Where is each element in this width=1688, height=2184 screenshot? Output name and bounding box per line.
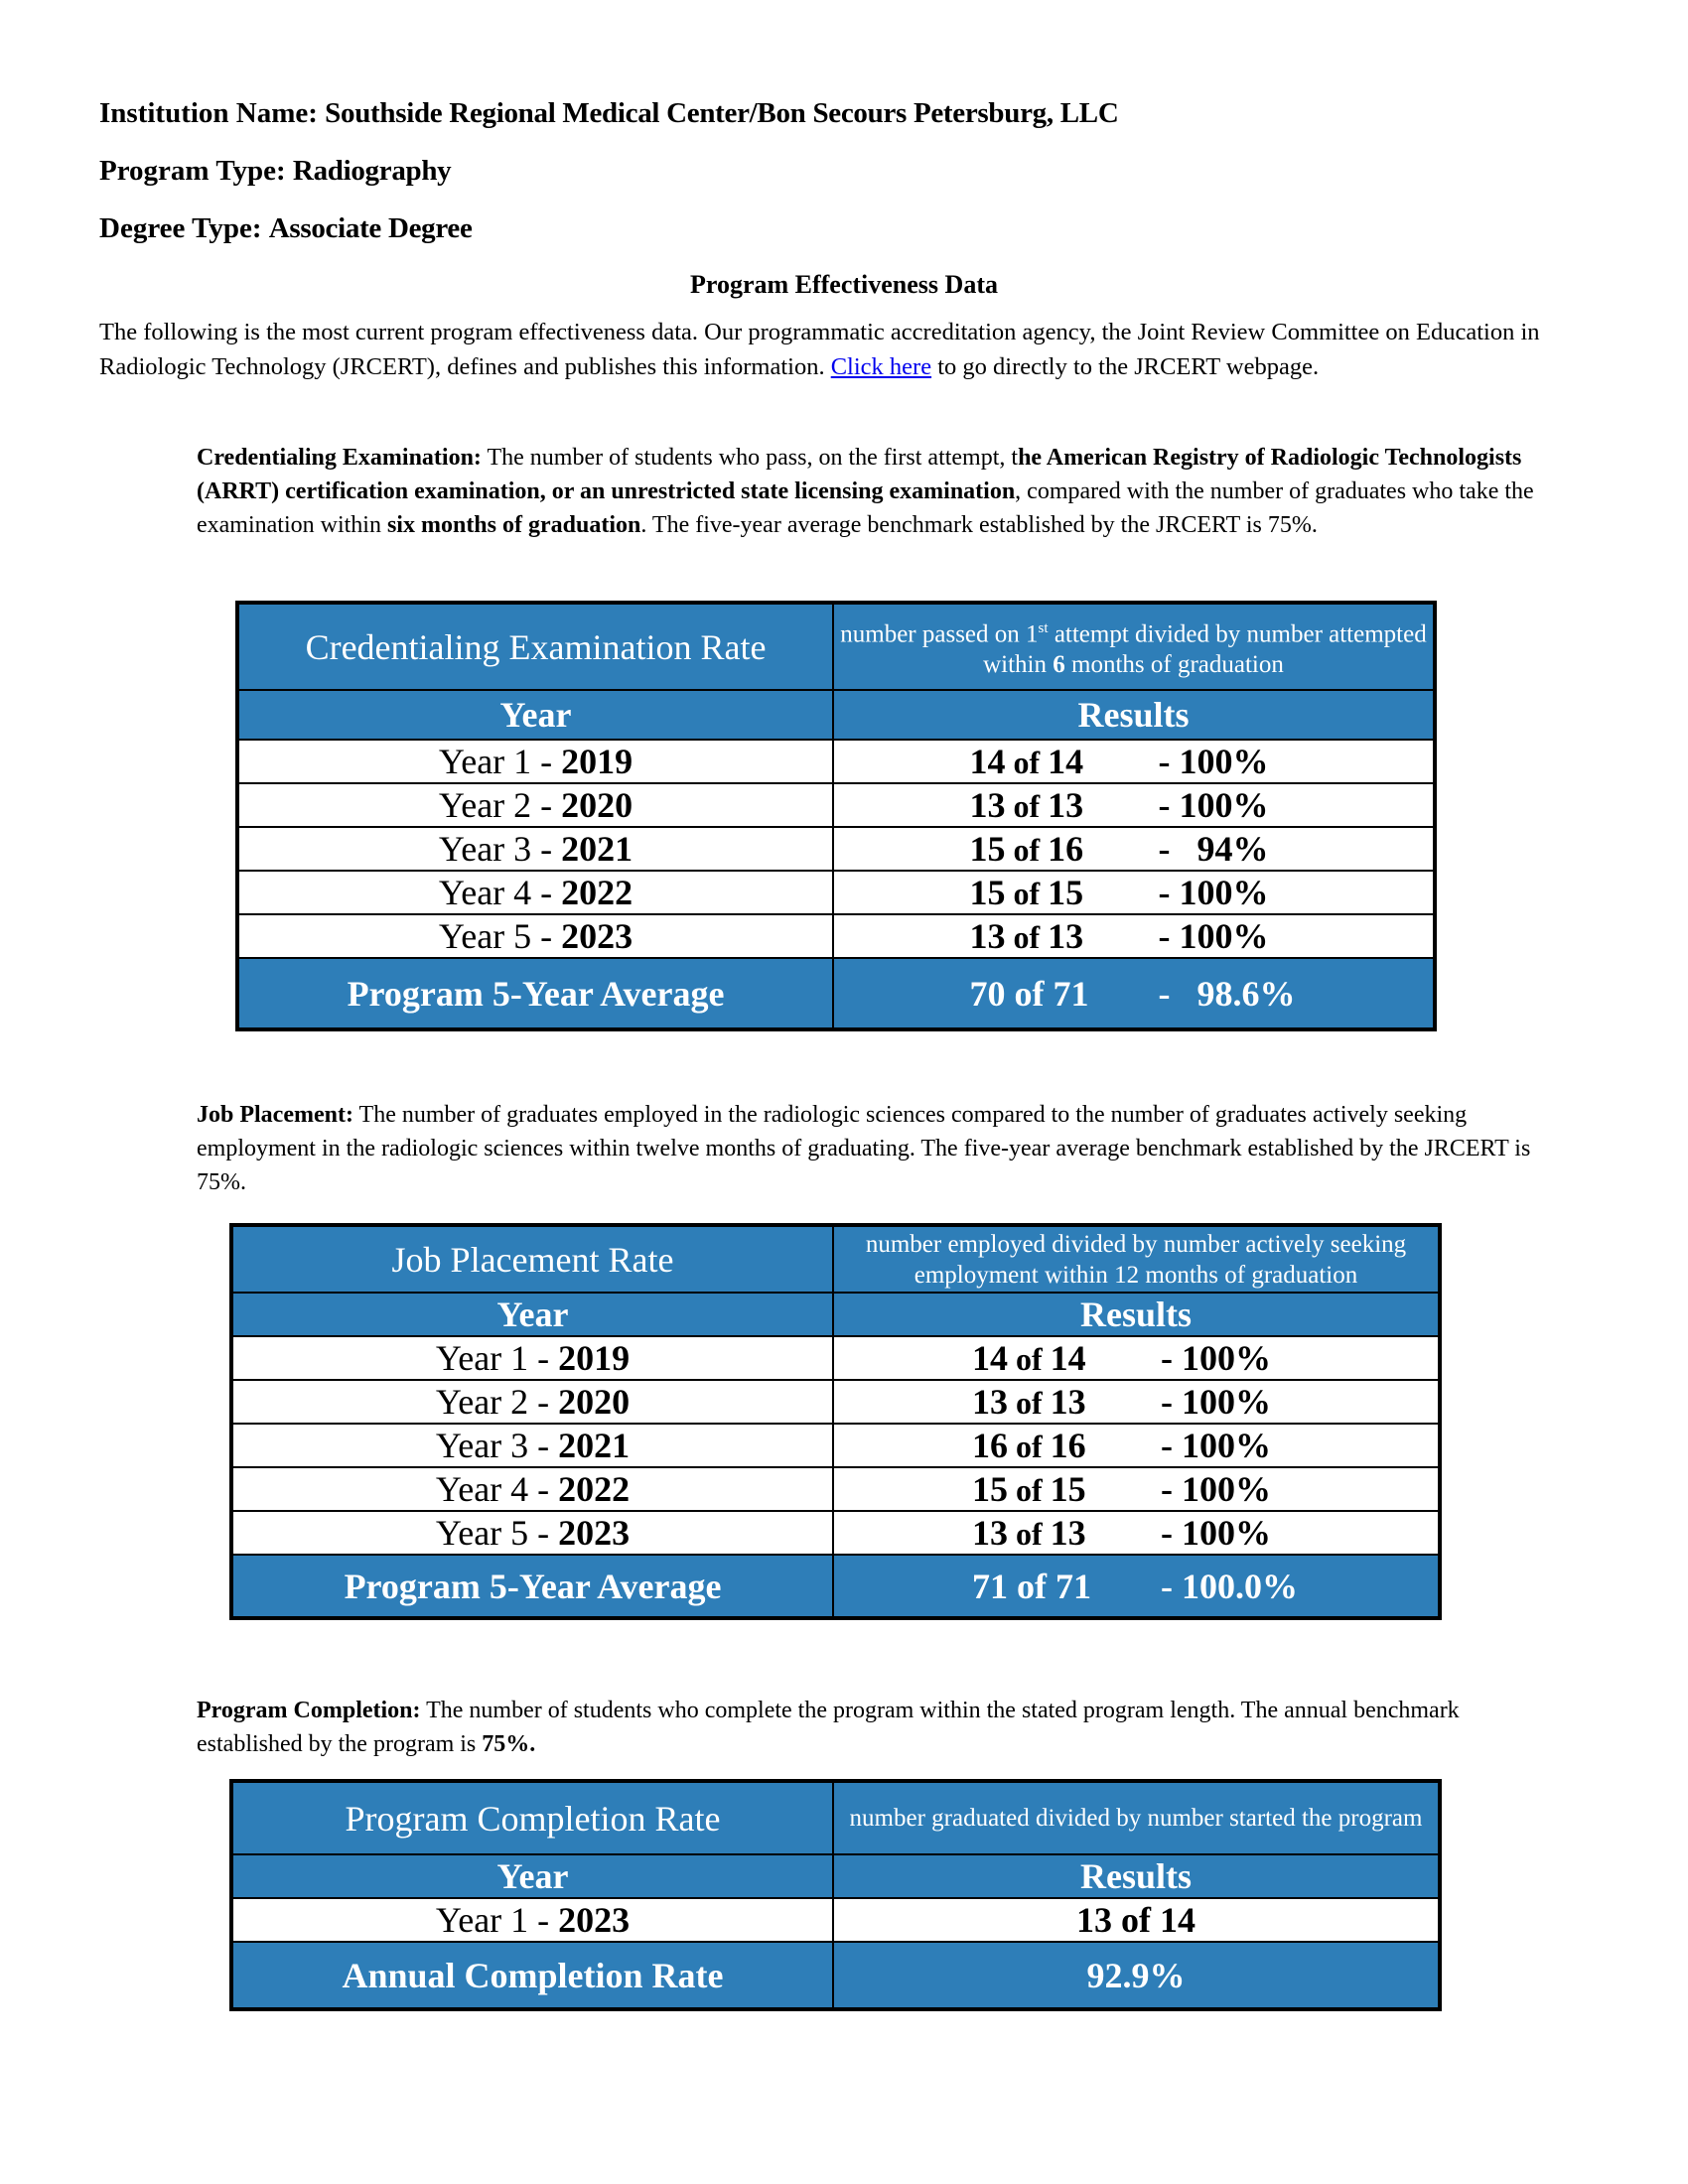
- passed-count: 15: [972, 1469, 1008, 1509]
- percent-value: - 100%: [1161, 1382, 1271, 1422]
- result-cell: [833, 871, 1435, 914]
- passed-count: 13: [969, 916, 1006, 956]
- column-header-results: Results: [833, 690, 1435, 740]
- program-completion-description: [197, 1694, 1567, 1761]
- year-value: 2021: [558, 1426, 631, 1465]
- of-word: of: [1005, 919, 1049, 955]
- table-name: Job Placement Rate: [231, 1225, 833, 1293]
- result-cell: [833, 740, 1435, 783]
- total-count: 16: [1048, 829, 1084, 869]
- year-cell: [231, 1467, 833, 1511]
- jrcert-link[interactable]: Click here: [830, 352, 932, 380]
- result-cell: 13 of 14: [833, 1898, 1440, 1942]
- institution-name-label: Institution Name:: [99, 97, 318, 129]
- result-cell: [833, 827, 1435, 871]
- of-word: of: [1005, 832, 1049, 868]
- average-result: 70 of 71 - 98.6%: [833, 958, 1435, 1029]
- year-cell: [237, 827, 833, 871]
- percent-value: - 100%: [1158, 916, 1269, 956]
- average-result: 71 of 71 - 100.0%: [833, 1555, 1440, 1618]
- average-result: 92.9%: [833, 1942, 1440, 2009]
- result-cell: [833, 783, 1435, 827]
- average-label: Annual Completion Rate: [231, 1942, 833, 2009]
- program-type-line: [99, 155, 451, 188]
- of-word: of: [1008, 1516, 1051, 1552]
- program-type-label: Program Type:: [99, 155, 286, 187]
- program-completion-label: Program Completion:: [197, 1698, 421, 1723]
- table-row: [231, 1467, 1440, 1511]
- passed-count: 14: [969, 742, 1006, 781]
- year-cell: [237, 871, 833, 914]
- year-cell: [231, 1380, 833, 1424]
- table-row: [237, 740, 1435, 783]
- of-word: of: [1005, 745, 1049, 780]
- credentialing-text: , compared with the number of graduates who take the examination within: [197, 478, 1534, 538]
- percent-value: - 100%: [1161, 1513, 1271, 1553]
- year-value: 2019: [561, 742, 633, 781]
- year-cell: [231, 1336, 833, 1380]
- table-description: number employed divided by number actively seeking employment within 12 months of graduation: [833, 1225, 1440, 1293]
- average-row: [231, 1942, 1440, 2009]
- institution-name-line: [99, 97, 1118, 130]
- passed-count: 13: [972, 1382, 1008, 1422]
- table-title-row: [237, 603, 1435, 690]
- result-cell: [833, 1424, 1440, 1467]
- percent-value: - 100%: [1158, 742, 1269, 781]
- year-label: Year 5 -: [438, 916, 562, 956]
- program-completion-text: The number of students who complete the program within the stated program length. The annual benchmark established by the program is: [197, 1698, 1460, 1757]
- passed-count: 14: [972, 1338, 1008, 1378]
- year-label: Year 4 -: [438, 873, 562, 912]
- credentialing-text: The number of students who pass, on the first attempt, t: [481, 445, 1019, 471]
- passed-count: 13: [969, 785, 1006, 825]
- column-header-row: [237, 690, 1435, 740]
- program-type-value: Radiography: [292, 155, 452, 187]
- job-placement-table: [229, 1223, 1442, 1620]
- total-count: 15: [1050, 1469, 1086, 1509]
- year-cell: [237, 783, 833, 827]
- year-label: Year 4 -: [435, 1469, 559, 1509]
- percent-value: - 100%: [1158, 873, 1269, 912]
- year-label: Year 1 -: [438, 742, 562, 781]
- column-header-row: [231, 1854, 1440, 1898]
- year-label: Year 3 -: [435, 1426, 559, 1465]
- total-count: 16: [1050, 1426, 1086, 1465]
- year-cell: [237, 914, 833, 958]
- table-row: [237, 783, 1435, 827]
- year-label: Year 5 -: [435, 1513, 559, 1553]
- program-completion-table: [229, 1779, 1442, 2011]
- table-row: [237, 914, 1435, 958]
- column-header-year: Year: [231, 1293, 833, 1336]
- result-cell: [833, 1380, 1440, 1424]
- passed-count: 15: [969, 829, 1006, 869]
- average-label: Program 5-Year Average: [231, 1555, 833, 1618]
- passed-count: 16: [972, 1426, 1008, 1465]
- year-label: Year 2 -: [435, 1382, 559, 1422]
- year-cell: [231, 1424, 833, 1467]
- table-name: Credentialing Examination Rate: [237, 603, 833, 690]
- table-title-row: [231, 1225, 1440, 1293]
- institution-name-value: Southside Regional Medical Center/Bon Secours Petersburg, LLC: [325, 97, 1119, 129]
- year-value: 2022: [558, 1469, 631, 1509]
- table-title-row: [231, 1781, 1440, 1854]
- year-label: Year 2 -: [438, 785, 562, 825]
- degree-type-value: Associate Degree: [268, 212, 473, 244]
- year-value: 2022: [561, 873, 633, 912]
- page-title: Program Effectiveness Data: [690, 270, 998, 299]
- table-row: [231, 1380, 1440, 1424]
- of-word: of: [1008, 1472, 1051, 1508]
- table-row: [231, 1336, 1440, 1380]
- table-description: number passed on 1st attempt divided by number attempted within 6 months of graduation: [833, 603, 1435, 690]
- total-count: 13: [1050, 1382, 1086, 1422]
- intro-paragraph: [99, 316, 1579, 384]
- intro-text-after: to go directly to the JRCERT webpage.: [931, 352, 1320, 380]
- year-value: 2021: [561, 829, 633, 869]
- table-description: number graduated divided by number started the program: [833, 1781, 1440, 1854]
- of-word: of: [1005, 788, 1049, 824]
- percent-value: - 94%: [1158, 829, 1269, 869]
- job-placement-text: The number of graduates employed in the radiologic sciences compared to the number of graduates actively seeking employment in the radiologic sciences within twelve months of graduating. The five-year average benchmark established by the JRCERT is 75%.: [197, 1102, 1531, 1195]
- year-value: 2019: [558, 1338, 631, 1378]
- total-count: 15: [1048, 873, 1084, 912]
- credentialing-text: . The five-year average benchmark established by the JRCERT is 75%.: [640, 512, 1318, 538]
- column-header-year: Year: [231, 1854, 833, 1898]
- average-label: Program 5-Year Average: [237, 958, 833, 1029]
- passed-count: 13: [972, 1513, 1008, 1553]
- degree-type-line: [99, 212, 473, 245]
- degree-type-label: Degree Type:: [99, 212, 262, 244]
- year-label: Year 3 -: [438, 829, 562, 869]
- table-row: [231, 1511, 1440, 1555]
- of-word: of: [1008, 1429, 1051, 1464]
- percent-value: - 100%: [1161, 1338, 1271, 1378]
- percent-value: - 100%: [1161, 1469, 1271, 1509]
- of-word: of: [1005, 876, 1049, 911]
- of-word: of: [1008, 1385, 1051, 1421]
- year-cell: Year 1 - 2023: [231, 1898, 833, 1942]
- intro-text: The following is the most current program effectiveness data. Our programmatic accreditation agency, the Joint Review Committee on Education in Radiologic Technology (JRCERT), defines and publishes this information.: [99, 319, 1540, 380]
- program-completion-benchmark: 75%.: [482, 1731, 536, 1757]
- passed-count: 15: [969, 873, 1006, 912]
- column-header-year: Year: [237, 690, 833, 740]
- table-name: Program Completion Rate: [231, 1781, 833, 1854]
- year-cell: [237, 740, 833, 783]
- table-row: [237, 871, 1435, 914]
- total-count: 14: [1050, 1338, 1086, 1378]
- percent-value: - 100%: [1161, 1426, 1271, 1465]
- of-word: of: [1008, 1341, 1051, 1377]
- column-header-row: [231, 1293, 1440, 1336]
- result-cell: [833, 914, 1435, 958]
- year-cell: [231, 1511, 833, 1555]
- credentialing-bold-text: six months of graduation: [386, 512, 641, 538]
- percent-value: - 100%: [1158, 785, 1269, 825]
- result-cell: [833, 1467, 1440, 1511]
- year-value: 2020: [558, 1382, 631, 1422]
- average-row: [237, 958, 1435, 1029]
- column-header-results: Results: [833, 1293, 1440, 1336]
- average-row: [231, 1555, 1440, 1618]
- year-value: 2023: [558, 1513, 631, 1553]
- table-row: [231, 1424, 1440, 1467]
- year-label: Year 1 -: [435, 1338, 559, 1378]
- credentialing-description: [197, 441, 1567, 542]
- column-header-results: Results: [833, 1854, 1440, 1898]
- total-count: 13: [1048, 916, 1084, 956]
- table-row: [237, 827, 1435, 871]
- job-placement-description: [197, 1098, 1567, 1199]
- result-cell: [833, 1336, 1440, 1380]
- credentialing-table: [235, 601, 1437, 1031]
- result-cell: [833, 1511, 1440, 1555]
- year-value: 2023: [561, 916, 633, 956]
- year-value: 2020: [561, 785, 633, 825]
- total-count: 14: [1048, 742, 1084, 781]
- table-row: [231, 1898, 1440, 1942]
- job-placement-label: Job Placement:: [197, 1102, 353, 1128]
- total-count: 13: [1050, 1513, 1086, 1553]
- credentialing-label: Credentialing Examination:: [197, 445, 482, 471]
- total-count: 13: [1048, 785, 1084, 825]
- credentialing-bold-text: he American Registry of Radiologic Technologists (ARRT) certification examination, or an unrestricted state licensing examination: [197, 445, 1522, 504]
